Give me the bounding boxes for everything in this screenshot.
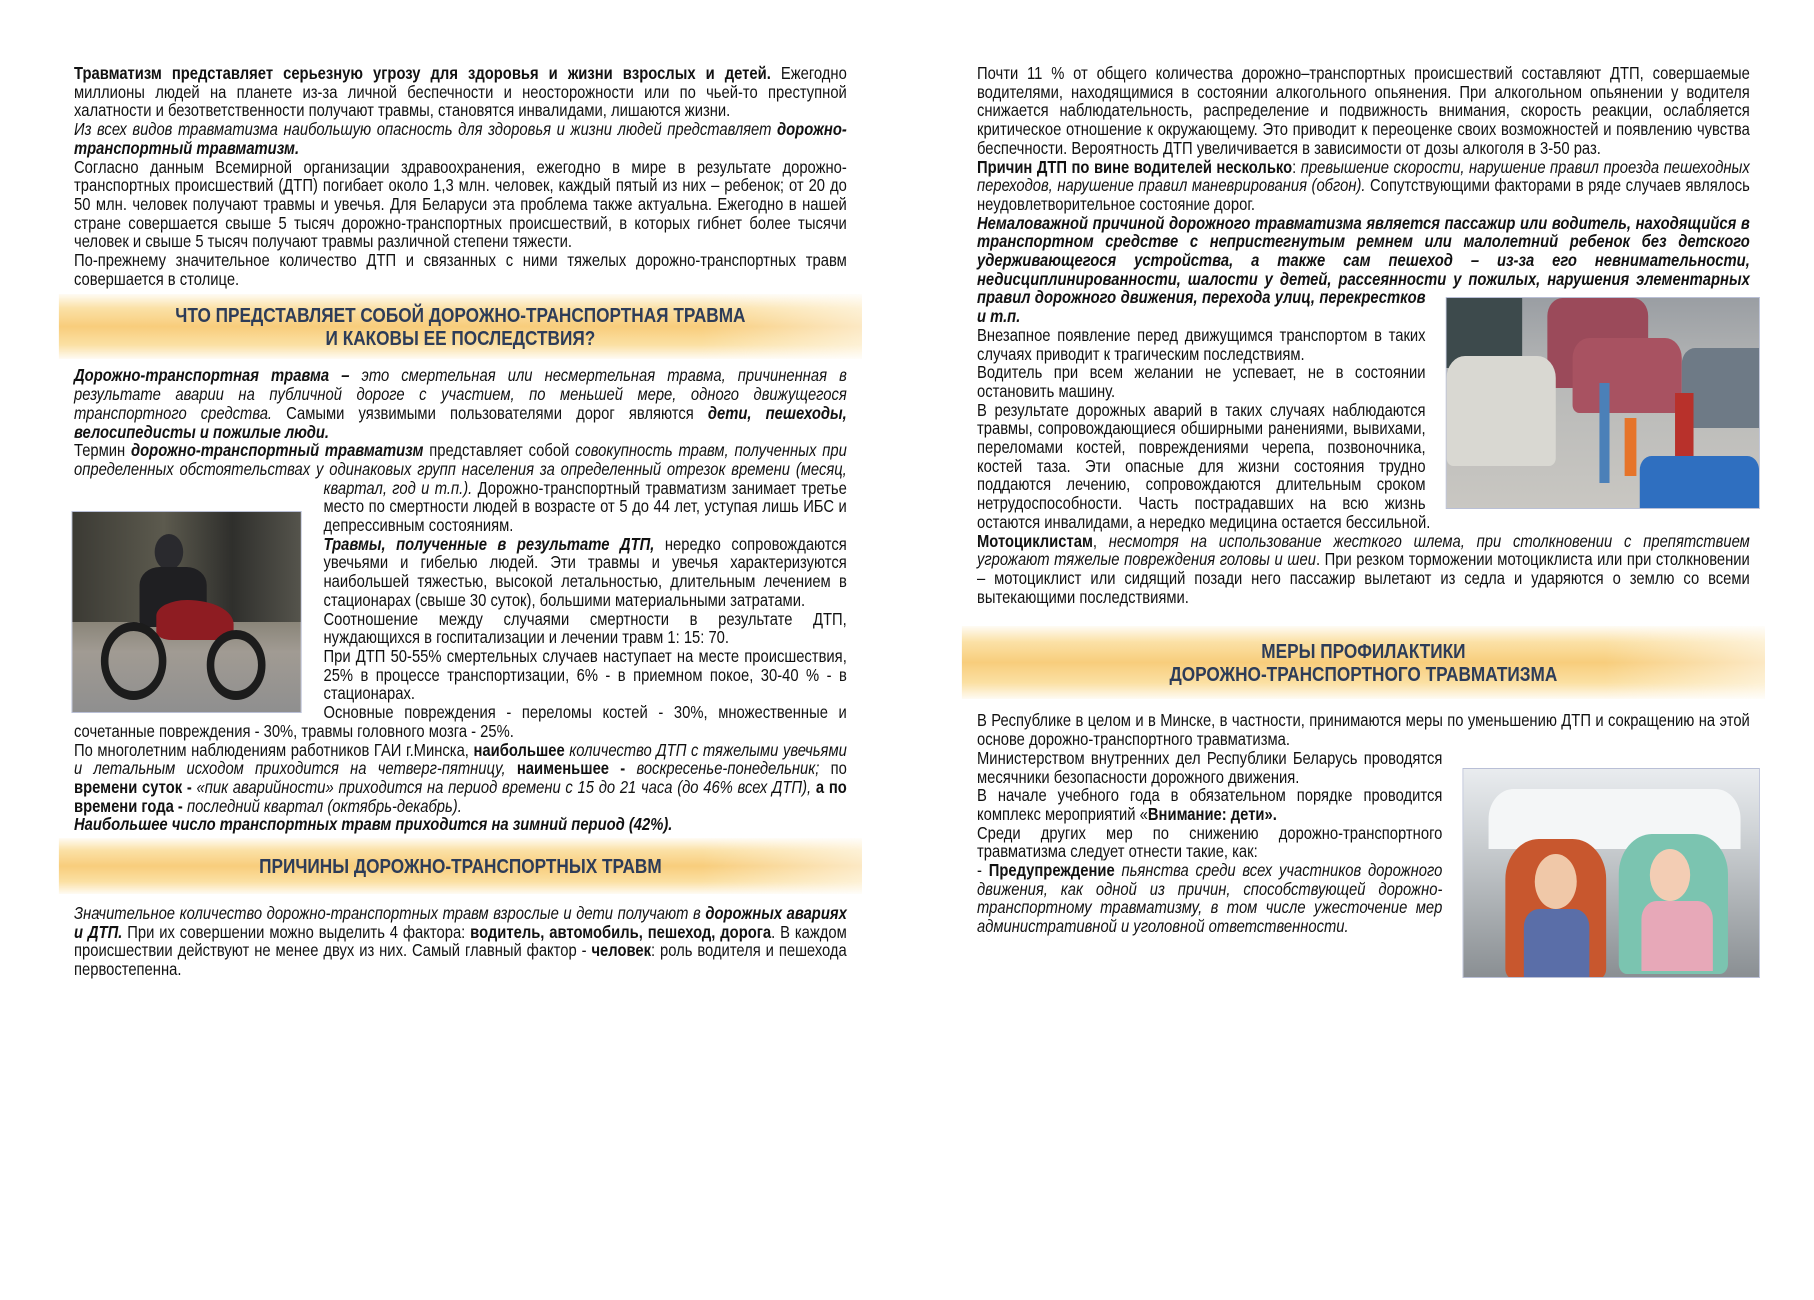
text-run: водитель, автомобиль, пешеход, дорога [470,921,772,942]
heading-line: ЧТО ПРЕДСТАВЛЯЕТ СОБОЙ ДОРОЖНО-ТРАНСПОРТНАЯ ТРАВМА [175,304,746,328]
text-run: Травмы, полученные в результате ДТП, [323,533,655,554]
text-run: Причин ДТП по вине водителей несколько [977,156,1293,177]
boy-body-shape [1524,909,1590,977]
text-run: Предупреждение [988,860,1115,881]
girl-body-shape [1641,901,1712,971]
text-run: Водитель при всем желании не успевает, не в состоянии остановить машину. [977,362,1426,401]
text-run: Немаловажной причиной дорожного травматизма является пассажир или водитель, находящийся в транспортном средстве с непристегнутым ремнем или малолетний ребенок без детского удерживающегося устройства, а также сам пешеход – из-за его невнимательности, недисциплинированности, шалости у детей, рассеянности у пожилых, нарушения элементарных правил дорожного движения, перехода улиц, перекрестков и т.п. [977,212,1750,327]
text-run: времени суток - [74,776,197,797]
text-run: Ежегодно миллионы людей на планете из-за личной беспечности и неосторожности или по чьей-то преступной халатности и безответственности получают травмы, становятся инвалидами, лишаются жизни. [74,63,847,121]
child-figure-shape [1625,418,1637,476]
paragraph-alcohol [977,64,1750,158]
text-run: Травматизм представляет серьезную угрозу для здоровья и жизни взрослых и детей. [74,63,771,83]
text-run: Внезапное появление перед движущимся транспортом в таких случаях приводит к трагическим последствиям. [977,324,1426,364]
text-run: пьянства среди всех участников дорожного движения, как одной из причин, способствующей дорожно-транспортному травматизму, в том числе ужесточение мер административной и уголовной ответственности. [977,860,1443,937]
text-run: Соотношение между случаями смертности в результате ДТП, нуждающихся в госпитализации и лечении травм 1: 15: 70. [323,608,847,648]
paragraph-gai-observations [74,741,847,816]
helmet-shape [155,534,184,570]
text-run: Термин [74,440,132,461]
text-run: превышение скорости, нарушение правил проезда пешеходных переходов, нарушение правил маневрирования (обгон). [977,156,1750,196]
woman-figure-shape [1599,383,1609,483]
text-run: , [1092,530,1109,551]
text-run: Значительное количество дорожно-транспортных травм взрослые и дети получают в [74,903,706,924]
text-run: В начале учебного года в обязательном порядке проводится комплекс мероприятий « [977,785,1443,824]
text-run: дорожно-транспортный травматизм [131,440,424,461]
text-run: Дорожно-транспортная травма – [74,365,362,386]
text-run: . В каждом происшествии действуют не менее двух из них. Самый главный фактор - [74,921,847,961]
text-run: В Республике в целом и в Минске, в частности, принимаются меры по уменьшению ДТП и сокращению на этой основе дорожно-транспортного травматизма. [977,710,1750,750]
paragraph-ministry-text [977,748,1442,787]
text-run: количество ДТП с тяжелыми увечьями и летальным исходом приходится на четверг-пятницу, [74,739,847,779]
text-run: Наибольшее число транспортных травм приходится на зимний период (42%). [74,814,673,835]
blue-van-shape [1640,456,1759,508]
red-car-shape [1573,338,1682,413]
text-run: наименьшее - [516,758,637,779]
text-run: «пик аварийности» приходится на период времени с 15 до 21 часа (до 46% всех ДТП), [196,776,816,797]
text-run: воскресенье-понедельник; [636,758,820,779]
heading-line: И КАКОВЫ ЕЕ ПОСЛЕДСТВИЯ? [325,327,596,351]
text-run: Дорожно-транспортный травматизм занимает третье место по смертности людей в возрасте от 5 до 44 лет, уступая лишь ИБС и депрессивным состояниям. [323,477,847,536]
text-run: наибольшее [473,739,565,760]
paragraph-capital [74,251,847,288]
heading-line: МЕРЫ ПРОФИЛАКТИКИ [1261,640,1466,664]
heading-line: ДОРОЖНО-ТРАНСПОРТНОГО ТРАВМАТИЗМА [1169,663,1558,687]
children-car-seats-photo [1463,768,1760,978]
text-run: При ДТП 50-55% смертельных случаев наступает на месте происшествия, 25% в процессе транспортизации, 6% - в приемном покое, 30-40 % - в стационарах. [323,645,847,704]
paragraph-passenger-pedestrian [977,214,1750,326]
text-run: по [819,758,847,779]
front-wheel-shape [207,630,266,700]
rear-wheel-shape [101,622,167,700]
paragraph-danger [74,120,847,157]
heading-line: ПРИЧИНЫ ДОРОЖНО-ТРАНСПОРТНЫХ ТРАВМ [259,855,662,879]
paragraph-winter [74,815,847,834]
section-heading-what-is-trauma [59,294,862,359]
girl-face-shape [1650,849,1690,901]
paragraph-intro [74,64,847,120]
text-run: последний квартал (октябрь-декабрь). [186,795,462,816]
text-run: человек [591,940,652,961]
paragraph-definition [74,366,847,441]
right-column [977,64,1750,982]
text-run: Мотоциклистам [977,530,1093,551]
text-run: . При резком торможении мотоциклиста или при столкновении – мотоциклист или сидящий позади него пассажир вылетают из седла и ударяются о землю со всеми вытекающими последствиями. [977,549,1750,607]
text-run: По многолетним наблюдениям работников ГАИ г.Минска, [74,739,474,760]
text-run: Самыми уязвимыми пользователями дорог являются [272,402,708,423]
paragraph-ministry [977,749,1750,786]
man-figure-shape [1675,393,1693,463]
boy-face-shape [1535,854,1577,909]
paragraph-measures [977,711,1750,748]
text-run: несмотря на использование жесткого шлема, при столкновении с препятствием угрожают тяжелые повреждения головы и шеи [977,530,1750,570]
text-run: : роль водителя и пешехода первостепенна. [74,940,847,980]
text-run: Внимание: дети». [1147,803,1277,824]
paragraph-who-stats [74,158,847,252]
text-run: Согласно данным Всемирной организации здравоохранения, ежегодно в мире в результате дорожно-транспортных происшествий (ДТП) погибает около 1,3 млн. человек, каждый пятый из них – ребенок; от 20 до 50 млн. человек получают травмы и увечья. Для Беларуси эта проблема также актуальна. Ежегодно в нашей стране совершается свыше 5 тысяч дорожно-транспортных происшествий, в которых гибнет более тысячи человек и свыше 5 тысяч получают травмы различной степени тяжести. [74,156,847,252]
text-run: а по времени года - [74,776,847,816]
paragraph-factors [74,904,847,979]
paragraph-motorcyclists [977,532,1750,607]
text-run: совокупность травм, полученных при определенных обстоятельствах у одинаковых групп населения за определенный отрезок времени (месяц, квартал, год и т.п.). [74,440,847,498]
white-suv-shape [1447,356,1556,466]
left-column [74,64,847,979]
text-run: это смертельная или несмертельная травма, причиненная в результате аварии на публичной дороге с участием, по меньшей мере, одного движущегося транспортного средства. [74,365,847,423]
section-heading-causes [59,838,862,894]
text-run: Почти 11 % от общего количества дорожно–транспортных происшествий составляют ДТП, совершаемые водителями, находящимися в состоянии алкогольного опьянения. При алкогольном опьянении у водителя снижается наблюдательность, распределение и подвижность внимания, скорость реакции, ослабляется критическое отношение к окружающему. Это приводит к переоценке своих возможностей и появлению чувства беспечности. Вероятность ДТП увеличивается в зависимости от дозы алкоголя в 3-50 раз. [977,63,1750,158]
text-run: : [1292,156,1301,177]
text-run: дорожно-транспортный травматизм. [74,119,847,158]
text-run: Сопутствующими факторами в ряде случаев являлось неудовлетворительное состояние дорог. [977,175,1750,214]
text-run: В результате дорожных аварий в таких случаях наблюдаются травмы, сопровождающиеся обширными ранениями, вывихами, переломами костей, повреждениями черепа, позвоночника, костей таза. Эти опасные для жизни состояния трудно поддаются лечению, сопровождаются длительным сроком нетрудоспособности. Часть пострадавших на всю жизнь остаются инвалидами, а нередко медицина остается бессильной. [977,399,1431,532]
paragraph-driver-causes [977,158,1750,214]
pedestrians-crossing-photo [1446,297,1760,509]
paragraph-term [74,441,847,535]
motorcyclist-photo [71,511,301,713]
text-run: - [977,860,989,881]
text-run: дорожных авариях и ДТП. [74,903,847,942]
text-run: Министерством внутренних дел Республики Беларусь проводятся месячники безопасности дорожного движения. [977,747,1443,787]
text-run: Основные повреждения - переломы костей - 30%, множественные и сочетанные повреждения - 30%, травмы головного мозга - 25%. [74,702,847,741]
text-run: представляет собой [423,440,576,461]
text-run: Из всех видов травматизма наибольшую опасность для здоровья и жизни людей представляет [74,119,778,140]
text-run: Среди других мер по снижению дорожно-транспортного травматизма следует отнести такие, как: [977,822,1443,862]
text-run: дети, пешеходы, велосипедисты и пожилые люди. [74,402,847,442]
section-heading-prevention [962,626,1765,699]
text-run: нередко сопровождаются увечьями и гибелью людей. Эти травмы и увечья характеризуются наибольшей тяжестью, высокой летальностью, длительным лечением в стационарах (свыше 30 суток), большими материальными затратами. [323,533,847,610]
text-run: При их совершении можно выделить 4 фактора: [122,921,471,942]
text-run: По-прежнему значительное количество ДТП и связанных с ними тяжелых дорожно-транспортных травм совершается в столице. [74,250,847,289]
